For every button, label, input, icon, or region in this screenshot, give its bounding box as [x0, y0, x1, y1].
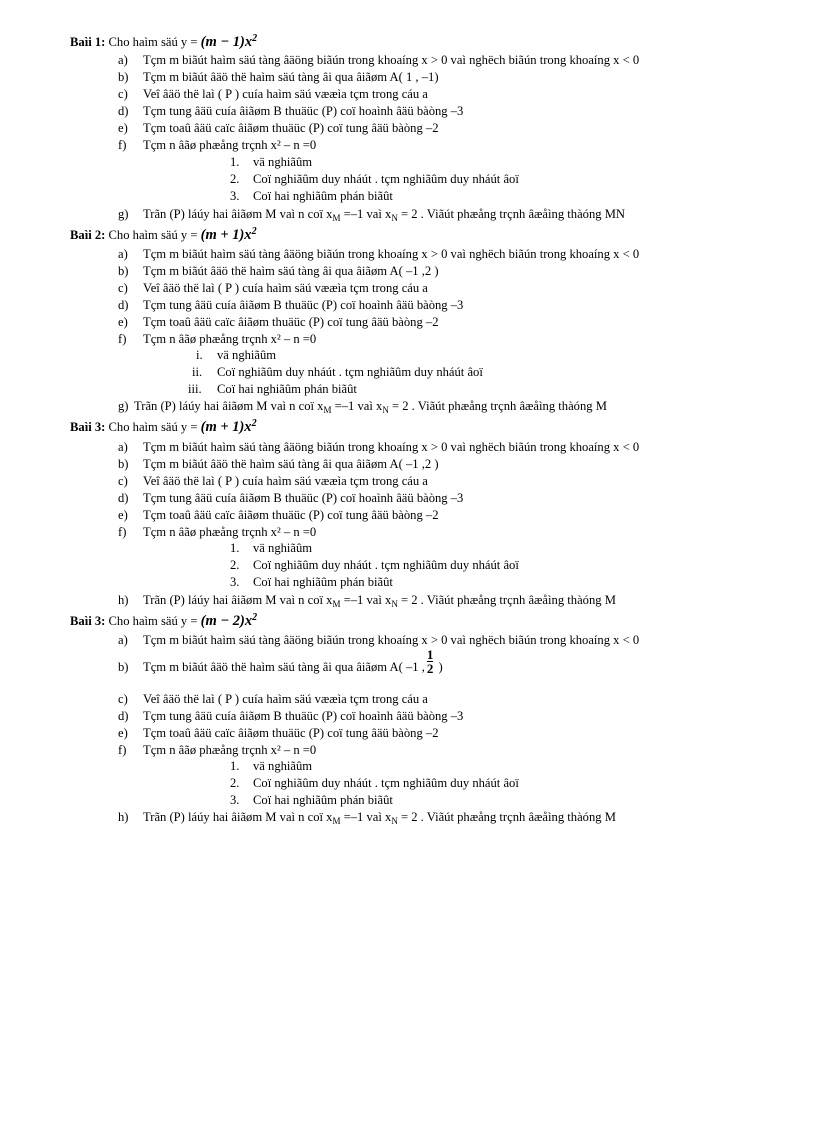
document-page: Baìi 1: Cho haìm säú $y = (m - 1)x^2$ a) Tçm m biãút haìm säú tàng âäöng biãún trong khoaíng x > 0 vaì nghëch biãún trong khoaíng x < 0 b) Tçm m biãút âäö thë haìm säú tàng âi qua âiãøm A( 1 , –1) c) Veî âäö thë laì ( P ) cuía haìm säú vææìa tçm trong cáu a d) Tçm tung âäü cuía âiãøm B thuäüc (P) coï hoaình âäü bàòng –3 e) Tçm toaû âäü caïc âiãøm thuäüc (P) coï tung âäü bàòng –2 f) Tçm n âãø phæång trçnh x² – n =0 1. vä nghiãûm 2. Coï nghiãûm duy nháút . tçm nghiãûm duy nháút âoï 3. Coï hai nghiãûm phán biãût g) Trãn (P) láúy hai âiãøm M vaì n coï $x_M =-1$ vaì $x_N = 2$ . Viãút phæång trçnh âæåìng thàóng MN Baìi 2: Cho haìm säú $y = (m + 1)x^2$ a) Tçm m biãút haìm säú tàng âäöng biãún trong khoaíng x > 0 vaì nghëch biãún trong khoaíng x < 0 b) Tçm m biãút âäö thë haìm säú tàng âi qua âiãøm A( –1 ,2 ) c) Veî âäö thë laì ( P ) cuía haìm säú vææìa tçm trong cáu a d) Tçm tung âäü cuía âiãøm B thuäüc (P) coï hoaình âäü bàòng –3 e) Tçm toaû âäü caïc âiãøm thuäüc (P) coï tung âäü bàòng –2 f) Tçm n âãø phæång trçnh x² – n =0 i. vä nghiãûm ii. Coï nghiãûm duy nháút . tçm nghiãûm duy nháút âoï iii. Coï hai nghiãûm phán biãût g) Trãn (P) láúy hai âiãøm M vaì n coï $x_M =-1$ vaì $x_N = 2$ . Viãút phæång trçnh âæåìng thàóng M Baìi 3: Cho haìm säú $y = (m + 1)x^2$ a) Tçm m biãút haìm säú tàng âäöng biãún trong khoaíng x > 0 vaì nghëch biãún trong khoaíng x < 0 b) Tçm m biãút âäö thë haìm säú tàng âi qua âiãøm A( –1 ,2 ) c) Veî âäö thë laì ( P ) cuía haìm säú vææìa tçm trong cáu a d) Tçm tung âäü cuía âiãøm B thuäüc (P) coï hoaình âäü bàòng –3 e) Tçm toaû âäü caïc âiãøm thuäüc (P) coï tung âäü bàòng –2 f) Tçm n âãø phæång trçnh x² – n =0 1. vä nghiãûm 2. Coï nghiãûm duy nháút . tçm nghiãûm duy nháút âoï 3. Coï hai nghiãûm phán biãût h) Trãn (P) láúy hai âiãøm M vaì n coï $x_M =-1$ vaì $x_N = 2$ . Viãút phæång trçnh âæåìng thàóng M Baìi 3: Cho haìm säú $y = (m - 2)x^2$ a) Tçm m biãút haìm säú tàng âäöng biãún trong khoaíng x > 0 vaì nghëch biãún trong khoaíng x < 0 b) Tçm m biãút âäö thë haìm säú tàng âi qua âiãøm A( –1 , $\frac{1}{2}$ ) c) Veî âäö thë laì ( P ) cuía haìm säú vææìa tçm trong cáu a d) Tçm tung âäü cuía âiãøm B thuäüc (P) coï hoaình âäü bàòng –3 e) Tçm toaû âäü caïc âiãøm thuäüc (P) coï tung âäü bàòng –2 f) Tçm n âãø phæång trçnh x² – n =0 1. vä nghiãûm 2. Coï nghiãûm duy nháút . tçm nghiãûm duy nháút âoï 3. Coï hai nghiãûm phán biãût h) Trãn (P) láúy hai âiãøm M vaì n coï $x_M =-1$ vaì $x_N = 2$ . Viãút phæång trçnh âæåìng thàóng M — [70, 33, 640, 826]
problem-1-title — [70, 34, 257, 50]
problem-3-title — [70, 419, 257, 435]
problem-2-title — [70, 227, 257, 243]
problem-4-title — [70, 613, 257, 629]
problem-label: Baìi 3: — [70, 614, 106, 628]
problem-label: Baìi 3: — [70, 420, 106, 434]
problem-label: Baìi 1: — [70, 35, 106, 49]
problem-intro: Cho haìm säú y = — [108, 228, 201, 242]
function-formula: $(m + 1)x^2$ — [200, 226, 257, 243]
fraction: $\frac{1}{2}$ — [426, 646, 434, 676]
problem-intro: Cho haìm säú y = — [108, 35, 201, 49]
problem-label: Baìi 2: — [70, 228, 106, 242]
function-formula: $(m + 1)x^2$ — [200, 418, 257, 435]
function-formula: $(m - 1)x^2$ — [200, 33, 258, 50]
problem-intro: Cho haìm säú y = — [108, 420, 201, 434]
function-formula: $(m - 2)x^2$ — [200, 612, 258, 629]
problem-intro: Cho haìm säú y = — [108, 614, 201, 628]
